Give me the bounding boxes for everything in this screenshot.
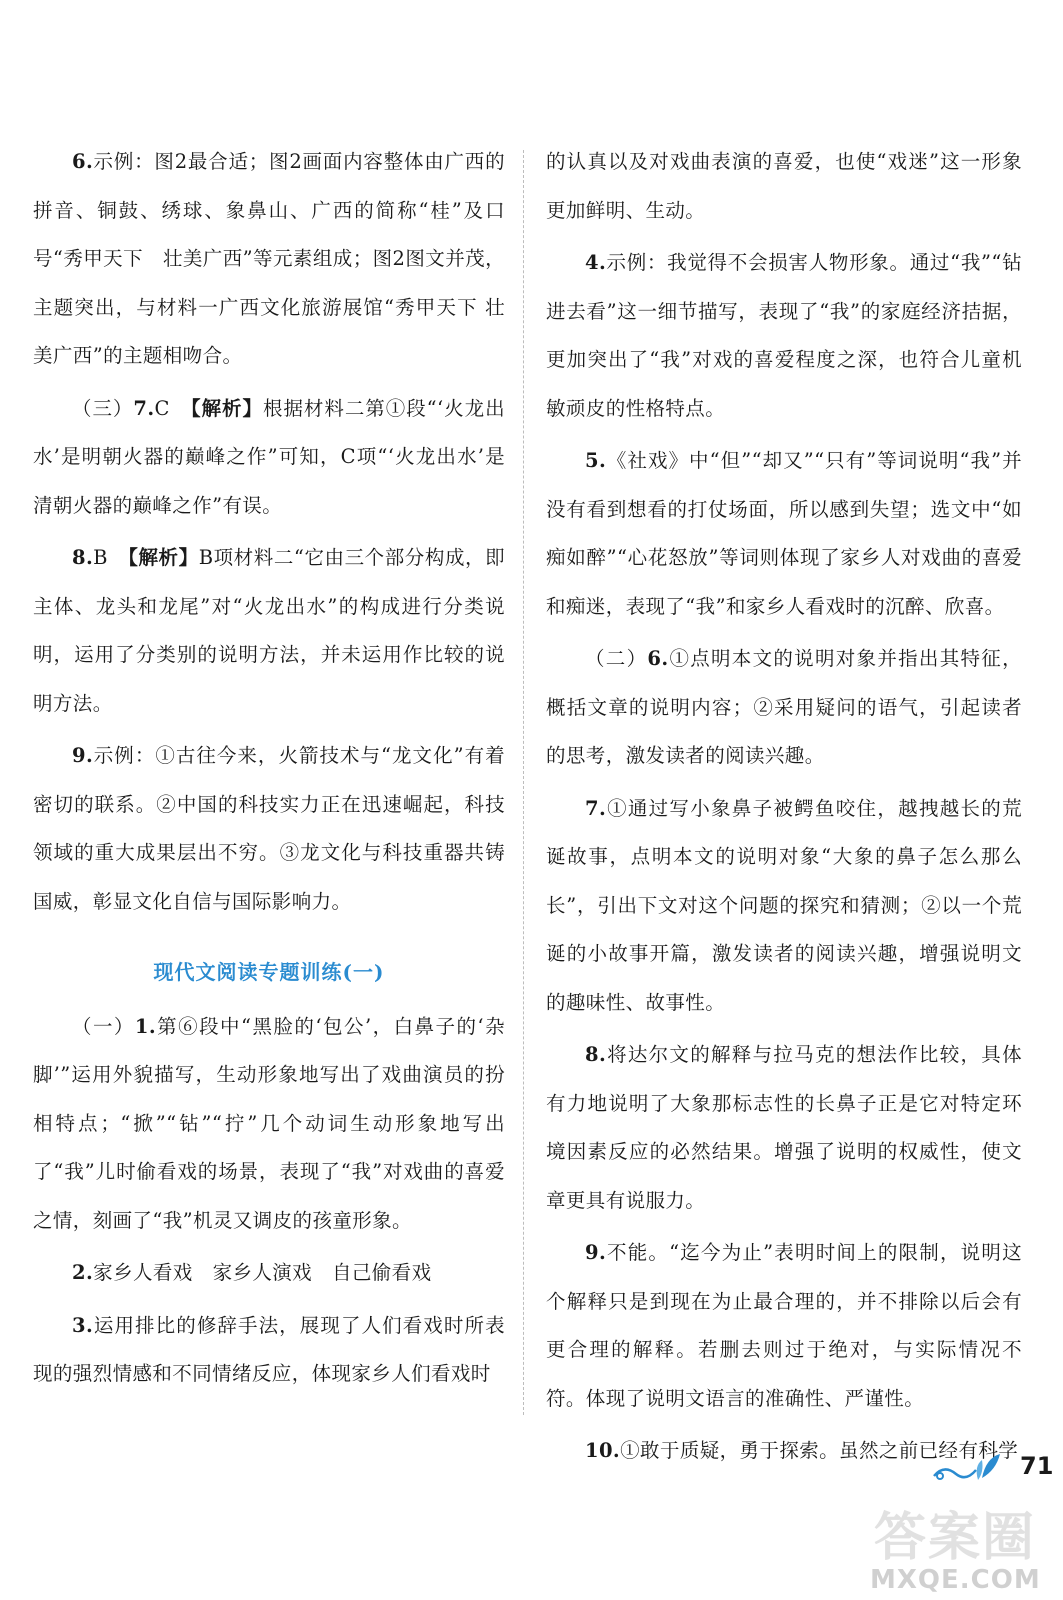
left-column bbox=[33, 138, 505, 1399]
question-number: 8. bbox=[585, 1043, 607, 1066]
question-number: 4. bbox=[585, 251, 607, 274]
site-watermark bbox=[870, 1495, 1040, 1595]
answer-s5 bbox=[546, 437, 1022, 631]
right-column bbox=[546, 138, 1022, 1476]
answer-text: ①通过写小象鼻子被鳄鱼咬住，越拽越长的荒诞故事，点明本文的说明对象“大象的鼻子怎么那么长”，引出下文对这个问题的探究和猜测；②以一个荒诞的小故事开篇，激发读者的阅读兴趣，增强说明文的趣味性、故事性。 bbox=[546, 796, 1022, 1014]
answer-t8 bbox=[546, 1031, 1022, 1225]
watermark-url: MXQE.COM bbox=[870, 1565, 1041, 1595]
question-number: 7. bbox=[585, 796, 607, 820]
answer-text: 示例：我觉得不会损害人物形象。通过“我”“钻进去看”这一细节描写，表现了“我”的家庭经济拮据，更加突出了“我”对戏的喜爱程度之深，也符合儿童机敏顽皮的性格特点。 bbox=[546, 251, 1022, 420]
question-number: 7. bbox=[133, 396, 155, 420]
part-label: （三） bbox=[72, 396, 134, 420]
question-number: 2. bbox=[72, 1261, 94, 1284]
answer-s3-continued bbox=[546, 138, 1022, 235]
answer-text: 不能。“迄今为止”表明时间上的限制，说明这个解释只是到现在为止最合理的，并不排除以后会有更合理的解释。若删去则过于绝对，与实际情况不符。体现了说明文语言的准确性、严谨性。 bbox=[546, 1241, 1022, 1410]
choice-answer: C bbox=[154, 396, 170, 420]
answer-s2 bbox=[33, 1249, 505, 1298]
question-number: 6. bbox=[647, 647, 669, 670]
question-number: 9. bbox=[585, 1241, 607, 1264]
answer-6 bbox=[33, 138, 505, 381]
question-number: 6. bbox=[72, 150, 94, 173]
answer-text: 根据材料二第①段“‘火龙出水’是明朝火器的巅峰之作”可知，C项“‘火龙出水’是清朝火器的巅峰之作”有误。 bbox=[33, 396, 505, 517]
answer-s4 bbox=[546, 239, 1022, 433]
page-number: 71 bbox=[1020, 1452, 1054, 1480]
question-number: 5. bbox=[585, 449, 607, 472]
answer-text: 将达尔文的解释与拉马克的想法作比较，具体有力地说明了大象那标志性的长鼻子正是它对特定环境因素反应的必然结果。增强了说明的权威性，使文章更具有说服力。 bbox=[546, 1043, 1022, 1212]
answer-8 bbox=[33, 534, 505, 728]
question-number: 9. bbox=[72, 744, 94, 767]
analysis-tag: 【解析】 bbox=[128, 546, 199, 569]
part-label: （二） bbox=[585, 647, 648, 670]
answer-text: ①敢于质疑，勇于探索。虽然之前已经有科学 bbox=[620, 1439, 1019, 1462]
answer-t6 bbox=[546, 635, 1022, 781]
answer-text: 家乡人看戏 家乡人演戏 自己偷看戏 bbox=[93, 1261, 432, 1284]
choice-answer: B bbox=[93, 546, 108, 569]
answer-text: 示例：图2最合适；图2画面内容整体由广西的拼音、铜鼓、绣球、象鼻山、广西的简称“桂”及口号“秀甲天下 壮美广西”等元素组成；图2图文并茂，主题突出，与材料一广西文化旅游展馆“秀甲天下 壮美广西”的主题相吻合。 bbox=[33, 150, 505, 367]
answer-s1 bbox=[33, 1003, 505, 1246]
question-number: 8. bbox=[72, 546, 94, 569]
answer-text: B项材料二“它由三个部分构成，即主体、龙头和龙尾”对“火龙出水”的构成进行分类说明，运用了分类别的说明方法，并未运用作比较的说明方法。 bbox=[33, 546, 505, 715]
answer-t7 bbox=[546, 785, 1022, 1028]
answer-t9 bbox=[546, 1229, 1022, 1423]
answer-text: 的认真以及对戏曲表演的喜爱，也使“戏迷”这一形象更加鲜明、生动。 bbox=[546, 150, 1022, 222]
answer-9 bbox=[33, 732, 505, 926]
answer-text: 运用排比的修辞手法，展现了人们看戏时所表现的强烈情感和不同情绪反应，体现家乡人们看戏时 bbox=[33, 1313, 505, 1385]
watermark-logo-text: 答案圈 bbox=[873, 1508, 1036, 1568]
answer-text: ①点明本文的说明对象并指出其特征，概括文章的说明内容；②采用疑问的语气，引起读者的思考，激发读者的阅读兴趣。 bbox=[546, 647, 1022, 767]
analysis-tag: 【解析】 bbox=[190, 396, 263, 420]
leaf-ornament-icon bbox=[930, 1450, 1010, 1486]
answer-text: 示例：①古往今来，火箭技术与“龙文化”有着密切的联系。②中国的科技实力正在迅速崛起，科技领域的重大成果层出不穷。③龙文化与科技重器共铸国威，彰显文化自信与国际影响力。 bbox=[33, 744, 505, 913]
part-label: （一） bbox=[72, 1014, 135, 1038]
question-number: 3. bbox=[72, 1313, 94, 1337]
answer-7 bbox=[33, 385, 505, 531]
answer-text: 《社戏》中“但”“却又”“只有”等词说明“我”并没有看到想看的打仗场面，所以感到失望；选文中“如痴如醉”“心花怒放”等词则体现了家乡人对戏曲的喜爱和痴迷，表现了“我”和家乡人看戏时的沉醉、欣喜。 bbox=[546, 449, 1022, 618]
answer-text: 第⑥段中“黑脸的‘包公’，白鼻子的‘杂脚’”运用外貌描写，生动形象地写出了戏曲演员的扮相特点；“掀”“钻”“拧”几个动词生动形象地写出了“我”儿时偷看戏的场景，表现了“我”对戏曲的喜爱之情，刻画了“我”机灵又调皮的孩童形象。 bbox=[33, 1014, 505, 1232]
question-number: 1. bbox=[134, 1014, 157, 1038]
column-divider bbox=[523, 150, 524, 1415]
answer-s3 bbox=[33, 1302, 505, 1399]
question-number: 10. bbox=[585, 1439, 621, 1462]
section-title: 现代文阅读专题训练(一) bbox=[153, 960, 385, 984]
